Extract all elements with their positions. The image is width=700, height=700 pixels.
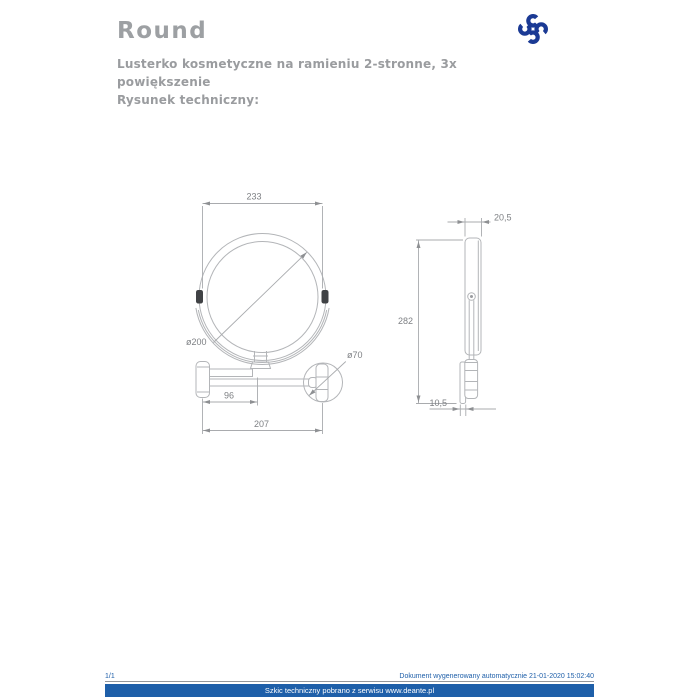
footer-divider bbox=[105, 681, 594, 682]
page-number: 1/1 bbox=[105, 673, 115, 680]
footer-source-bar bbox=[105, 684, 594, 697]
dim-arm-first-segment: 96 bbox=[223, 390, 235, 401]
arm-lower-bar bbox=[210, 379, 310, 386]
dim-20-5-group bbox=[448, 213, 512, 237]
dim-plate-depth: 10,5 bbox=[429, 398, 448, 408]
front-view bbox=[186, 192, 363, 435]
dim-96-group bbox=[203, 378, 258, 406]
side-view bbox=[398, 213, 512, 417]
dim-glass-diameter: ø200 bbox=[186, 337, 207, 347]
generated-note: Dokument wygenerowany automatycznie 21-01-2020 15:02:40 bbox=[399, 673, 594, 680]
joint-stack bbox=[465, 360, 478, 399]
subtitle-line-2: powiększenie bbox=[117, 75, 211, 89]
dim-overall-height: 282 bbox=[397, 316, 413, 326]
dim-207-group bbox=[203, 403, 323, 434]
left-pivot-knob bbox=[196, 290, 203, 304]
mount-joint bbox=[316, 364, 328, 402]
dim-head-depth: 20,5 bbox=[494, 212, 512, 223]
dim-233-group bbox=[203, 192, 323, 289]
page-title: Round bbox=[117, 18, 208, 44]
dim-arm-total-reach: 207 bbox=[253, 419, 270, 429]
right-pivot-knob bbox=[322, 290, 329, 304]
footer-meta bbox=[105, 668, 594, 680]
dim-mount-diameter: ø70 bbox=[347, 350, 363, 360]
dim-front-width: 233 bbox=[246, 191, 262, 202]
arm-upper-bar bbox=[210, 369, 253, 377]
source-note: Szkic techniczny pobrano z serwisu www.deante.pl bbox=[264, 686, 435, 695]
section-label: Rysunek techniczny: bbox=[117, 93, 260, 107]
dim-282-group bbox=[398, 240, 463, 404]
subtitle-line-1: Lusterko kosmetyczne na ramieniu 2-stronne, 3x bbox=[117, 57, 457, 71]
